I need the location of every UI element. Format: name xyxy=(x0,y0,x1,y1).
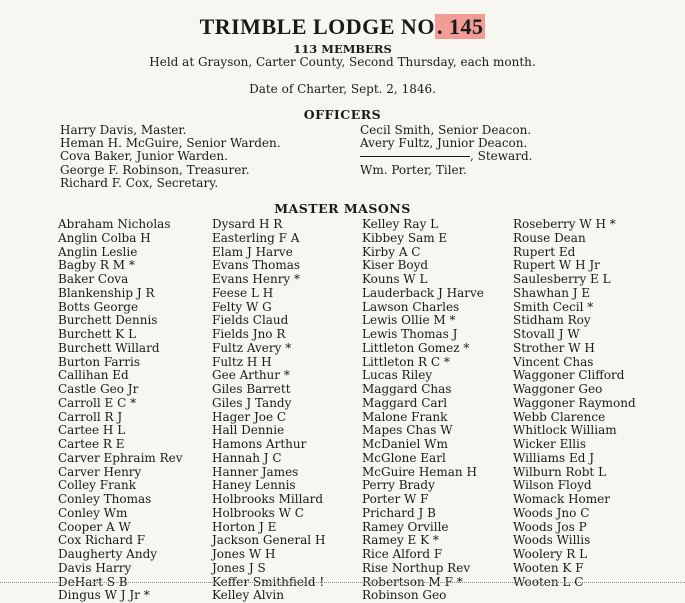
mason-name: Cox Richard F xyxy=(58,533,146,548)
mason-name: Waggoner Geo xyxy=(513,382,603,396)
mason-name: Burchett Willard xyxy=(58,340,160,355)
mason-name: Womack Homer xyxy=(513,492,610,506)
mason-name: Callihan Ed xyxy=(58,368,129,383)
mason-name: Fields Jno R xyxy=(212,327,286,341)
mason-name: DeHart S B xyxy=(58,574,128,589)
mason-name: Cartee H L xyxy=(58,423,126,438)
mason-name: Dingus W J Jr * xyxy=(58,588,150,603)
mason-name: Porter W F xyxy=(362,492,429,506)
mason-name: Webb Clarence xyxy=(513,409,606,424)
charter-date: Date of Charter, Sept. 2, 1846. xyxy=(249,82,436,96)
mason-name: Burchett K L xyxy=(58,327,137,341)
officer-entry: Richard F. Cox, Secretary. xyxy=(60,175,219,190)
mason-name: Malone Frank xyxy=(362,409,448,424)
mason-name: Woolery R L xyxy=(513,547,588,561)
officer-entry: Heman H. McGuire, Senior Warden. xyxy=(60,136,281,151)
masons-column-3 xyxy=(362,218,484,603)
mason-name: Kibbey Sam E xyxy=(362,230,448,245)
member-count: 113 MEMBERS xyxy=(293,42,392,56)
mason-name: Abraham Nicholas xyxy=(58,217,171,231)
mason-name: Roseberry W H * xyxy=(513,217,616,231)
mason-name: Fultz H H xyxy=(212,354,272,369)
mason-name: Hall Dennie xyxy=(212,423,285,438)
lodge-number-highlight: . 145 xyxy=(436,14,484,39)
officer-entry: George F. Robinson, Treasurer. xyxy=(60,162,250,177)
mason-name: Botts George xyxy=(58,299,139,314)
mason-name: Blankenship J R xyxy=(58,285,155,300)
mason-name: Woods Willis xyxy=(513,533,591,548)
steward-label: Steward. xyxy=(477,149,533,164)
mason-name: Colley Frank xyxy=(58,478,136,493)
mason-name: Wilburn Robt L xyxy=(513,464,607,479)
mason-name: Lewis Ollie M * xyxy=(362,313,456,328)
officer-entry: Avery Fultz, Junior Deacon. xyxy=(360,136,528,151)
mason-name: Wicker Ellis xyxy=(513,437,587,451)
mason-name: Felty W G xyxy=(212,299,272,314)
mason-name: Easterling F A xyxy=(212,230,300,245)
mason-name: Jones J S xyxy=(212,560,266,575)
mason-name: Rice Alford F xyxy=(362,547,443,561)
mason-name: Rouse Dean xyxy=(513,230,586,245)
mason-name: Gee Arthur * xyxy=(212,368,290,383)
mason-name: Castle Geo Jr xyxy=(58,382,139,396)
mason-name: Giles Barrett xyxy=(212,382,291,396)
mason-name: Anglin Colba H xyxy=(58,230,151,245)
officer-entry: Cecil Smith, Senior Deacon. xyxy=(360,123,532,137)
officers-right-column xyxy=(360,124,532,177)
mason-name: Woods Jos P xyxy=(513,519,587,534)
mason-name: Fultz Avery * xyxy=(212,340,292,355)
mason-name: Vincent Chas xyxy=(513,354,594,369)
officer-entry-steward: , Steward. xyxy=(360,150,532,163)
mason-name: Littleton Gomez * xyxy=(362,340,470,355)
officer-entry: Cova Baker, Junior Warden. xyxy=(60,149,228,164)
mason-name: Whitlock William xyxy=(513,423,617,438)
mason-name: Maggard Chas xyxy=(362,382,452,396)
mason-name: Jackson General H xyxy=(212,533,326,548)
mason-name: Waggoner Raymond xyxy=(513,395,636,410)
mason-name: Lucas Riley xyxy=(362,368,433,383)
mason-name: Jones W H xyxy=(212,547,276,561)
mason-name: Baker Cova xyxy=(58,272,129,286)
mason-name: Strother W H xyxy=(513,340,595,355)
officers-heading: OFFICERS xyxy=(303,107,382,122)
meeting-info: Held at Grayson, Carter County, Second Thursday, each month. xyxy=(149,55,536,69)
mason-name: Lauderback J Harve xyxy=(362,285,484,300)
officers-left-column xyxy=(60,124,281,190)
mason-name: Davis Harry xyxy=(58,560,132,575)
mason-name: Rise Northup Rev xyxy=(362,560,471,575)
mason-name: Mapes Chas W xyxy=(362,423,453,438)
mason-name: Ramey E K * xyxy=(362,533,439,548)
mason-name: Lawson Charles xyxy=(362,299,460,314)
mason-name: Hanner James xyxy=(212,464,299,479)
mason-name: Burton Farris xyxy=(58,354,141,369)
mason-name: Daugherty Andy xyxy=(58,547,158,561)
mason-name: McGuire Heman H xyxy=(362,464,477,479)
mason-name: Stovall J W xyxy=(513,327,580,341)
mason-name: Ramey Orville xyxy=(362,519,449,534)
mason-name: Robertson M F * xyxy=(362,574,463,589)
mason-name: Hamons Arthur xyxy=(212,437,307,451)
officer-entry: Harry Davis, Master. xyxy=(60,123,187,137)
mason-name: Elam J Harve xyxy=(212,244,293,259)
mason-name: Hannah J C xyxy=(212,450,282,465)
mason-name: McDaniel Wm xyxy=(362,437,448,451)
officer-entry: Wm. Porter, Tiler. xyxy=(360,162,467,177)
mason-name: Dysard H R xyxy=(212,217,283,231)
mason-name: Wooten L C xyxy=(513,574,584,589)
mason-name: Wilson Floyd xyxy=(513,478,592,493)
mason-name: Kirby A C xyxy=(362,244,421,259)
mason-name: Carroll R J xyxy=(58,409,123,424)
mason-name: Kouns W L xyxy=(362,272,428,286)
mason-name: Robinson Geo xyxy=(362,588,447,603)
masons-column-2 xyxy=(212,218,325,603)
lodge-title-prefix: TRIMBLE LODGE NO xyxy=(199,14,435,39)
mason-name: Kiser Boyd xyxy=(362,258,429,273)
mason-name: Wooten K F xyxy=(513,560,584,575)
page-edge-rule xyxy=(0,582,685,583)
mason-name: Feese L H xyxy=(212,285,274,300)
mason-name: Bagby R M * xyxy=(58,258,135,273)
mason-name: Woods Jno C xyxy=(513,505,590,520)
mason-name: Prichard J B xyxy=(362,505,436,520)
mason-name: Williams Ed J xyxy=(513,450,595,465)
master-masons-heading: MASTER MASONS xyxy=(274,201,411,216)
mason-name: Waggoner Clifford xyxy=(513,368,625,383)
mason-name: Smith Cecil * xyxy=(513,299,594,314)
mason-name: Holbrooks W C xyxy=(212,505,304,520)
lodge-title xyxy=(0,14,685,40)
mason-name: Conley Wm xyxy=(58,505,128,520)
mason-name: Horton J E xyxy=(212,519,277,534)
mason-name: Evans Thomas xyxy=(212,258,301,273)
mason-name: Carver Ephraim Rev xyxy=(58,450,183,465)
mason-name: Rupert W H Jr xyxy=(513,258,600,273)
mason-name: Shawhan J E xyxy=(513,285,591,300)
mason-name: Cooper A W xyxy=(58,519,131,534)
mason-name: Keffer Smithfield ! xyxy=(212,574,325,589)
blank-name-line xyxy=(360,156,470,157)
mason-name: Evans Henry * xyxy=(212,272,301,286)
mason-name: Fields Claud xyxy=(212,313,289,328)
mason-name: Cartee R E xyxy=(58,437,125,451)
mason-name: Kelley Ray L xyxy=(362,217,439,231)
mason-name: Haney Lennis xyxy=(212,478,296,493)
mason-name: Kelley Alvin xyxy=(212,588,284,603)
mason-name: Burchett Dennis xyxy=(58,313,158,328)
mason-name: Lewis Thomas J xyxy=(362,327,458,341)
masons-column-4 xyxy=(513,218,636,589)
mason-name: Hager Joe C xyxy=(212,409,287,424)
mason-name: Stidham Roy xyxy=(513,313,591,328)
mason-name: Carver Henry xyxy=(58,464,142,479)
mason-name: Perry Brady xyxy=(362,478,435,493)
mason-name: Anglin Leslie xyxy=(58,244,138,259)
mason-name: Rupert Ed xyxy=(513,244,576,259)
mason-name: Carroll E C * xyxy=(58,395,137,410)
mason-name: Holbrooks Millard xyxy=(212,492,324,506)
mason-name: Littleton R C * xyxy=(362,354,450,369)
mason-name: Giles J Tandy xyxy=(212,395,292,410)
mason-name: Saulesberry E L xyxy=(513,272,611,286)
masons-column-1 xyxy=(58,218,183,603)
mason-name: Maggard Carl xyxy=(362,395,448,410)
mason-name: McGlone Earl xyxy=(362,450,446,465)
mason-name: Conley Thomas xyxy=(58,492,152,506)
